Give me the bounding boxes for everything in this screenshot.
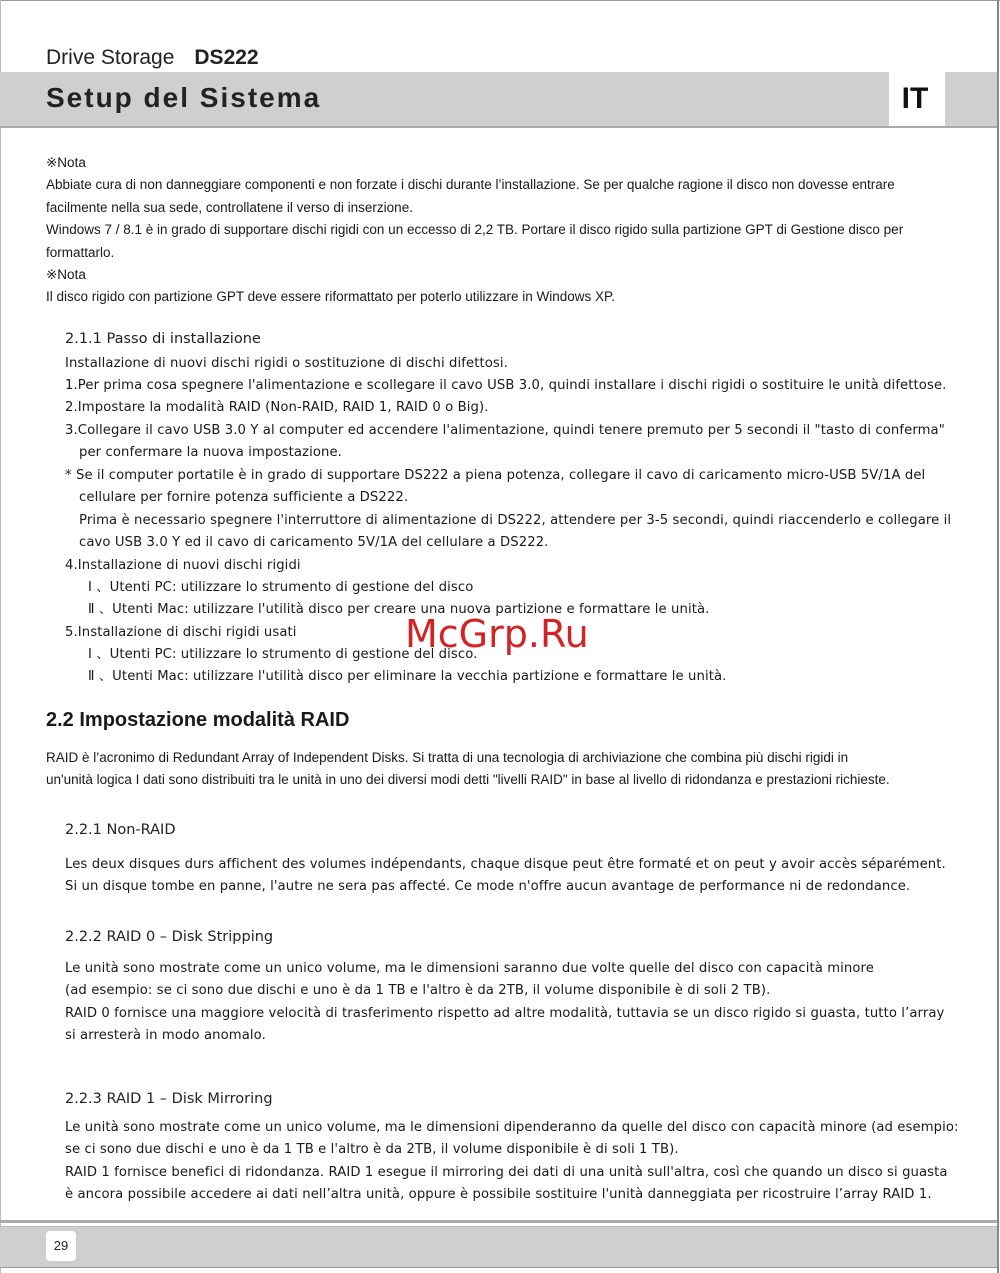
body-line: 4.Installazione di nuovi dischi rigidi	[65, 558, 301, 573]
brand-line	[46, 46, 259, 70]
body-line: Prima è necessario spegnere l'interruttore di alimentazione di DS222, attendere per 3-5 secondi, quindi riaccenderlo e collegare il	[79, 513, 952, 528]
body-line: per confermare la nuova impostazione.	[79, 445, 342, 460]
body-line: un'unità logica I dati sono distribuiti tra le unità in uno dei diversi modi detti "livelli RAID" in base al livello di ridondanza e prestazioni richieste.	[46, 772, 890, 787]
frame-left-border	[0, 0, 1, 1273]
body-line: cellulare per fornire potenza sufficiente a DS222.	[79, 490, 409, 505]
note-line: Windows 7 / 8.1 è in grado di supportare dischi rigidi con un eccesso di 2,2 TB. Portare il disco rigido sulla partizione GPT di Gestione disco per	[46, 222, 904, 237]
model-name: DS222	[194, 46, 259, 69]
body-line: è ancora possibile accedere ai dati nell’altra unità, oppure è possibile sostituire l'unità danneggiata per ricostruire l’array RAID 1.	[65, 1187, 932, 1202]
note-line: formattarlo.	[46, 245, 115, 260]
page-number: 29	[46, 1231, 76, 1261]
body-line: RAID 0 fornisce una maggiore velocità di trasferimento rispetto ad altre modalità, tuttavia se un disco rigido si guasta, tutto l’array	[65, 1006, 945, 1021]
note-line: Il disco rigido con partizione GPT deve essere riformattato per poterlo utilizzare in Windows XP.	[46, 289, 616, 304]
note-line: ※Nota	[46, 267, 86, 282]
section-heading-2-2-2: 2.2.2 RAID 0 – Disk Stripping	[65, 929, 274, 945]
body-line: 1.Per prima cosa spegnere l'alimentazione e scollegare il cavo USB 3.0, quindi installare i dischi rigidi o sostituire le unità difettose.	[65, 378, 947, 393]
footer-bottom-border	[0, 1267, 997, 1268]
body-line: 5.Installazione di dischi rigidi usati	[65, 625, 297, 640]
body-line: Ⅱ 、Utenti Mac: utilizzare l'utilità disco per creare una nuova partizione e formattare le unità.	[88, 602, 710, 617]
body-line: Ⅰ 、Utenti PC: utilizzare lo strumento di gestione del disco	[88, 580, 474, 595]
body-line: RAID 1 fornisce benefici di ridondanza. RAID 1 esegue il mirroring dei dati di una unità sull'altra, così che quando un disco si guasta	[65, 1165, 948, 1180]
body-line: Ⅱ 、Utenti Mac: utilizzare l'utilità disco per eliminare la vecchia partizione e formattare le unità.	[88, 669, 727, 684]
section-heading-2-2: 2.2 Impostazione modalità RAID	[46, 709, 350, 731]
body-line: * Se il computer portatile è in grado di supportare DS222 a piena potenza, collegare il cavo di caricamento micro-USB 5V/1A del	[65, 468, 926, 483]
footer-rule	[0, 1220, 997, 1223]
note-line: Abbiate cura di non danneggiare componenti e non forzate i dischi durante l’installazione. Se per qualche ragione il disco non dovesse entrare	[46, 177, 895, 192]
body-line: Si un disque tombe en panne, l'autre ne sera pas affecté. Ce mode n'offre aucun avantage de performance ni de redondance.	[65, 879, 911, 894]
body-line: Ⅰ 、Utenti PC: utilizzare lo strumento di gestione del disco.	[88, 647, 478, 662]
body-line: Le unità sono mostrate come un unico volume, ma le dimensioni saranno due volte quelle del disco con capacità minore	[65, 961, 875, 976]
body-line: Les deux disques durs affichent des volumes indépendants, chaque disque peut être formaté et on peut y avoir accès séparément.	[65, 857, 946, 872]
body-line: (ad esempio: se ci sono due dischi e uno è da 1 TB e l'altro è da 2TB, il volume disponibile è di soli 2 TB).	[65, 983, 771, 998]
frame-right-border	[997, 0, 999, 1273]
body-line: si arresterà in modo anomalo.	[65, 1028, 266, 1043]
body-line: 3.Collegare il cavo USB 3.0 Y al computer ed accendere l'alimentazione, quindi tenere premuto per 5 secondi il "tasto di conferma"	[65, 423, 945, 438]
body-line: 2.Impostare la modalità RAID (Non-RAID, RAID 1, RAID 0 o Big).	[65, 400, 489, 415]
frame-top-border	[0, 0, 1000, 1]
body-line: Le unità sono mostrate come un unico volume, ma le dimensioni dipenderanno da quelle del disco con capacità minore (ad esempio:	[65, 1120, 959, 1135]
note-line: ※Nota	[46, 155, 86, 170]
page-title: Setup del Sistema	[46, 82, 322, 113]
brand-name: Drive Storage	[46, 46, 175, 69]
header-band-right	[945, 72, 997, 126]
body-line: Installazione di nuovi dischi rigidi o sostituzione di dischi difettosi.	[65, 356, 508, 371]
footer-band	[0, 1227, 997, 1267]
section-heading-2-1-1: 2.1.1 Passo di installazione	[65, 331, 261, 347]
watermark-text: McGrp.Ru	[405, 612, 589, 656]
body-line: se ci sono due dischi e uno è da 1 TB e l'altro è da 2TB, il volume disponibile è di soli 1 TB).	[65, 1142, 679, 1157]
section-heading-2-2-1: 2.2.1 Non-RAID	[65, 822, 176, 838]
header-rule	[0, 126, 997, 128]
language-code: IT	[901, 82, 929, 115]
body-line: RAID è l’acronimo di Redundant Array of Independent Disks. Si tratta di una tecnologia di archiviazione che combina più dischi rigidi in	[46, 750, 849, 765]
note-line: facilmente nella sua sede, controllatene il verso di inserzione.	[46, 200, 413, 215]
section-heading-2-2-3: 2.2.3 RAID 1 – Disk Mirroring	[65, 1091, 273, 1107]
body-line: cavo USB 3.0 Y ed il cavo di caricamento 5V/1A del cellulare a DS222.	[79, 535, 549, 550]
